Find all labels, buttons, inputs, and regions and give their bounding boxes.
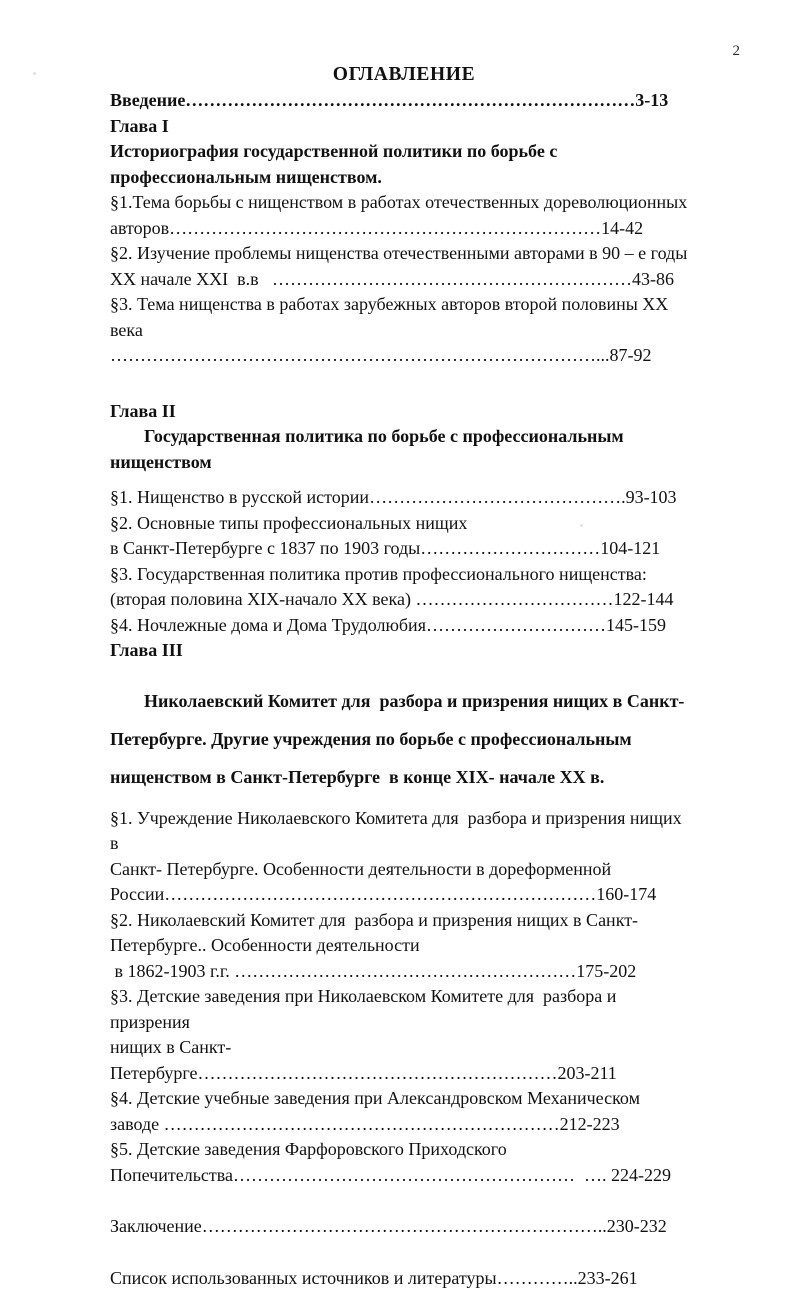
toc-entry[interactable]: §1.Тема борьбы с нищенством в работах отечественных дореволюционных — [110, 190, 690, 216]
toc-entry[interactable]: §3. Государственная политика против профессионального нищенства: — [110, 562, 690, 588]
toc-entry[interactable]: §2. Николаевский Комитет для разбора и призрения нищих в Санкт- — [110, 908, 690, 934]
toc-entry[interactable]: ХХ начале XXI в.в ……………………………………………………43-86 — [110, 267, 690, 293]
spacer — [110, 796, 690, 806]
toc-entry[interactable]: §5. Детские заведения Фарфоровского Приходского — [110, 1137, 690, 1163]
toc-entry[interactable]: в Санкт-Петербурге с 1837 по 1903 годы…………………………104-121 — [110, 536, 690, 562]
chapter-1-block — [110, 114, 690, 369]
chapter-3-heading-line-3: нищенством в Санкт-Петербурге в конце XIX- начале ХХ в. — [110, 758, 690, 796]
spacer — [110, 1188, 690, 1214]
chapter-2-heading-line-2: нищенством — [110, 450, 690, 476]
page-title: ОГЛАВЛЕНИЕ — [110, 64, 690, 86]
chapter-3-block — [110, 638, 690, 1188]
chapter-3-heading-line-2: Петербурге. Другие учреждения по борьбе с профессиональным — [110, 720, 690, 758]
chapter-3-number: Глава III — [110, 638, 690, 664]
spacer — [110, 475, 690, 485]
spacer — [110, 1240, 690, 1266]
toc-entry-bibliography[interactable]: Список использованных источников и литературы…………..233-261 — [110, 1266, 690, 1291]
toc-entry[interactable]: §4. Детские учебные заведения при Александровском Механическом — [110, 1086, 690, 1112]
chapter-2-heading-line-1: Государственная политика по борьбе с профессиональным — [110, 424, 690, 450]
toc-entry[interactable]: России………………………………………………………………160-174 — [110, 882, 690, 908]
chapter-2-block — [110, 399, 690, 639]
scan-speck — [33, 72, 36, 75]
toc-entry[interactable]: авторов………………………………………………………………14-42 — [110, 216, 690, 242]
toc-entry[interactable]: Санкт- Петербурге. Особенности деятельности в дореформенной — [110, 857, 690, 883]
toc-entry[interactable]: Попечительства………………………………………………… …. 224-229 — [110, 1163, 690, 1189]
toc-entry[interactable]: ………………………………………………………………………...87-92 — [110, 343, 690, 369]
toc-entry[interactable]: §2. Основные типы профессиональных нищих — [110, 511, 690, 537]
chapter-3-heading-line-1: Николаевский Комитет для разбора и призрения нищих в Санкт- — [110, 682, 690, 720]
chapter-1-heading-line-2: профессиональным нищенством. — [110, 165, 690, 191]
page-number: 2 — [733, 44, 741, 59]
chapter-1-number: Глава I — [110, 114, 690, 140]
toc-entry[interactable]: Петербурге……………………………………………………203-211 — [110, 1061, 690, 1087]
toc-entry[interactable]: §3. Тема нищенства в работах зарубежных авторов второй половины ХХ века — [110, 292, 690, 343]
toc-entry[interactable]: Петербурге.. Особенности деятельности — [110, 933, 690, 959]
spacer — [110, 664, 690, 682]
chapter-2-number: Глава II — [110, 399, 690, 425]
toc-entry[interactable]: §1. Учреждение Николаевского Комитета для разбора и призрения нищих в — [110, 806, 690, 857]
toc-entry[interactable]: заводе …………………………………………………………212-223 — [110, 1112, 690, 1138]
toc-entry[interactable]: §1. Нищенство в русской истории…………………………………….93-103 — [110, 485, 690, 511]
table-of-contents — [110, 64, 690, 1291]
toc-entry[interactable]: §3. Детские заведения при Николаевском Комитете для разбора и призрения — [110, 984, 690, 1035]
chapter-1-heading-line-1: Историография государственной политики по борьбе с — [110, 139, 690, 165]
toc-entry[interactable]: (вторая половина XIX-начало ХХ века) ……………………………122-144 — [110, 587, 690, 613]
toc-entry[interactable]: §2. Изучение проблемы нищенства отечественными авторами в 90 – е годы — [110, 241, 690, 267]
toc-entry-conclusion[interactable]: Заключение…………………………………………………………..230-232 — [110, 1214, 690, 1240]
spacer — [110, 369, 690, 399]
toc-entry-introduction[interactable]: Введение…………………………………………………………………3-13 — [110, 88, 690, 114]
toc-entry[interactable]: в 1862-1903 г.г. …………………………………………………175-202 — [110, 959, 690, 985]
toc-entry[interactable]: нищих в Санкт- — [110, 1035, 690, 1061]
toc-entry[interactable]: §4. Ночлежные дома и Дома Трудолюбия…………………………145-159 — [110, 613, 690, 639]
